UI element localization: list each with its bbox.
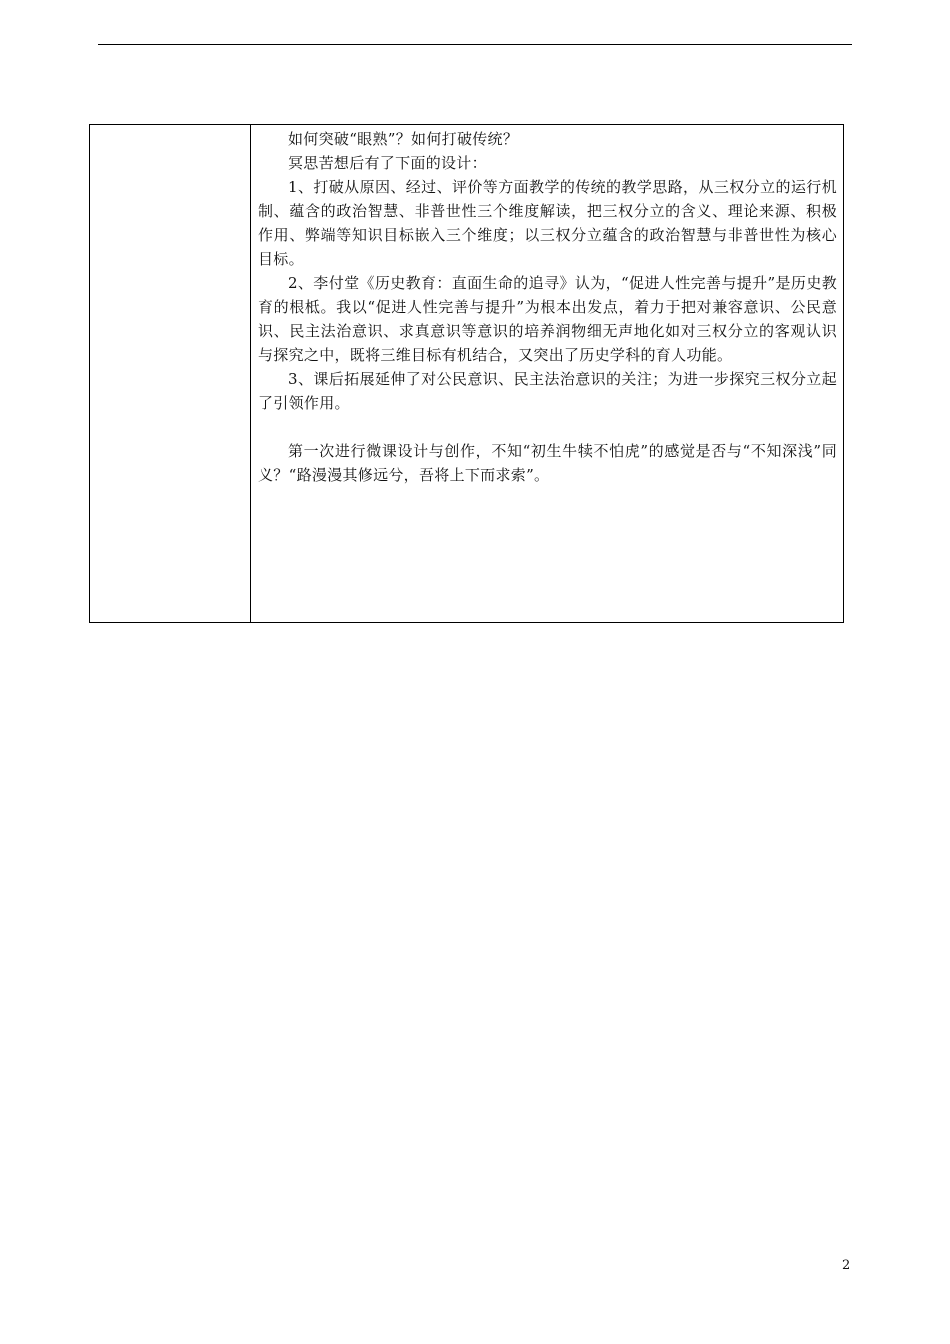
header-rule: [98, 44, 852, 45]
paragraph-point-1: 1、打破从原因、经过、评价等方面教学的传统的教学思路，从三权分立的运行机制、蕴含的政治智慧、非普世性三个维度解读，把三权分立的含义、理论来源、积极作用、弊端等知识目标嵌入三个维度；以三权分立蕴含的政治智慧与非普世性为核心目标。: [258, 178, 837, 268]
paragraph-point-2: 2、李付堂《历史教育：直面生命的追寻》认为，“促进人性完善与提升”是历史教育的根柢。我以“促进人性完善与提升”为根本出发点，着力于把对兼容意识、公民意识、民主法治意识、求真意识等意识的培养润物细无声地化如对三权分立的客观认识与探究之中，既将三维目标有机结合，又突出了历史学科的育人功能。: [258, 274, 837, 364]
paragraph-reflection: 第一次进行微课设计与创作，不知“初生牛犊不怕虎”的感觉是否与“不知深浅”同义？“路漫漫其修远兮，吾将上下而求索”。: [258, 442, 837, 484]
paragraph-intro: 冥思苦想后有了下面的设计：: [288, 154, 487, 172]
content-table: [89, 124, 844, 623]
paragraph-point-3: 3、课后拓展延伸了对公民意识、民主法治意识的关注；为进一步探究三权分立起了引领作用。: [258, 370, 837, 412]
paragraph-question: 如何突破“眼熟”？如何打破传统？: [288, 130, 519, 148]
table-left-cell: [90, 125, 251, 622]
blank-line: [258, 415, 837, 439]
page-number: 2: [842, 1258, 851, 1273]
table-right-cell: [251, 125, 843, 622]
